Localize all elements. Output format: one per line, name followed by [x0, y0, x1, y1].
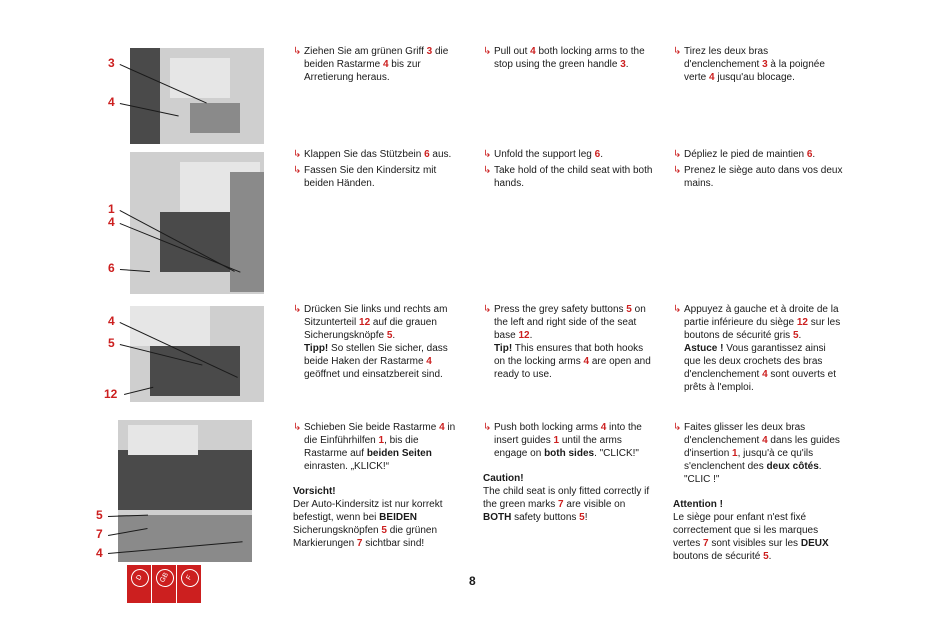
instruction-column-de [293, 421, 463, 550]
instruction-column-gb [483, 148, 653, 190]
language-circle: F [178, 566, 203, 591]
callout-ref: 5 [792, 330, 799, 341]
text-run: sichtbar sind! [362, 538, 425, 549]
instruction-step [293, 421, 463, 473]
caution-body [293, 498, 463, 550]
instruction-column-f [673, 303, 843, 394]
callout-number: 6 [108, 261, 115, 275]
callout-ref: 12 [518, 330, 530, 341]
caution-note [293, 485, 463, 550]
red-arrow-icon: ↳ [483, 422, 492, 433]
text-run: à la poignée verte [684, 59, 825, 83]
red-arrow-icon: ↳ [483, 304, 492, 315]
text-run: Unfold the support leg [494, 149, 595, 160]
text-run: , jusqu'à ce qu'ils s'enclenchent des [684, 448, 814, 472]
callout-ref: 12 [796, 317, 808, 328]
text-run: boutons de sécurité [673, 551, 764, 562]
flag-tab-f [177, 565, 201, 603]
callout-ref: 5 [579, 512, 585, 523]
text-run: are visible on [563, 499, 626, 510]
emphasis-text: BEIDEN [379, 512, 417, 523]
instruction-step [673, 421, 843, 486]
emphasis-text: Astuce ! [684, 343, 724, 354]
text-run: Der Auto-Kindersitz ist nur korrekt befestigt, wenn bei [293, 499, 443, 523]
callout-number: 4 [108, 95, 115, 109]
instruction-column-gb [483, 45, 653, 71]
text-run: in die Einführhilfen [304, 422, 456, 446]
instruction-column-de [293, 148, 463, 190]
emphasis-text: Tipp! [304, 343, 329, 354]
text-run: sur les boutons de sécurité gris [684, 317, 841, 341]
flag-tab-de [127, 565, 151, 603]
flag-tab-gb [152, 565, 176, 603]
red-arrow-icon: ↳ [293, 165, 302, 176]
callout-ref: 5 [626, 304, 632, 315]
callout-number: 4 [96, 546, 103, 560]
callout-ref: 4 [709, 72, 715, 83]
text-run: Tirez les deux bras d'enclenchement [684, 46, 769, 70]
text-run: Dépliez le pied de maintien [684, 149, 807, 160]
text-run: sont visibles sur les [708, 538, 801, 549]
emphasis-text: Tip! [494, 343, 513, 354]
text-run: . "CLICK!" [594, 448, 639, 459]
page-number: 8 [469, 574, 476, 588]
text-run: jusqu'au blocage. [714, 72, 795, 83]
red-arrow-icon: ↳ [673, 46, 682, 57]
callout-ref: 5 [763, 551, 769, 562]
red-arrow-icon: ↳ [483, 149, 492, 160]
text-run: . [600, 149, 603, 160]
emphasis-text: both sides [544, 448, 595, 459]
callout-number: 4 [108, 314, 115, 328]
callout-ref: 4 [600, 422, 607, 433]
text-run: Drücken Sie links und rechts am Sitzunterteil [304, 304, 448, 328]
callout-ref: 4 [426, 356, 432, 367]
text-run: bis zur Arretierung heraus. [304, 59, 421, 83]
red-arrow-icon: ↳ [673, 149, 682, 160]
callout-number: 5 [96, 508, 103, 522]
instruction-step [293, 303, 463, 381]
red-arrow-icon: ↳ [293, 422, 302, 433]
text-run: So stellen Sie sicher, dass beide Haken der Rastarme [304, 343, 448, 367]
text-run: . [798, 330, 802, 341]
text-run: Press the grey safety buttons [494, 304, 627, 315]
callout-ref: 7 [703, 538, 709, 549]
text-run: die beiden Rastarme [304, 46, 449, 70]
callout-ref: 3 [426, 46, 433, 57]
text-run: ! [584, 512, 588, 523]
callout-ref: 7 [558, 499, 564, 510]
text-run: die grünen Markierungen [293, 525, 438, 549]
red-arrow-icon: ↳ [483, 165, 492, 176]
illustration-step-1 [130, 48, 264, 144]
instruction-step [673, 303, 843, 394]
caution-note [673, 498, 843, 563]
illustration-step-4 [118, 420, 252, 562]
text-run: sont ouverts et prêts à l'emploi. [684, 369, 837, 393]
callout-ref: 1 [732, 448, 738, 459]
text-run: Vous garantissez ainsi que les deux crochets des bras d'enclenchement [684, 343, 826, 380]
instruction-step [673, 164, 843, 190]
red-arrow-icon: ↳ [673, 304, 682, 315]
text-run: geöffnet und einsatzbereit sind. [304, 369, 443, 380]
text-run: This ensures that both hooks on the locking arms [494, 343, 644, 367]
text-run: The child seat is only fitted correctly if the green marks [483, 486, 650, 510]
caution-body [673, 511, 843, 563]
instruction-column-de [293, 303, 463, 381]
callout-ref: 4 [530, 46, 536, 57]
text-run: Klappen Sie das Stützbein [304, 149, 425, 160]
instruction-step [293, 148, 463, 161]
instruction-step [483, 148, 653, 161]
callout-ref: 4 [382, 59, 389, 70]
emphasis-text: beiden Seiten [366, 448, 432, 459]
instruction-column-de [293, 45, 463, 84]
instruction-step [673, 148, 843, 161]
red-arrow-icon: ↳ [673, 165, 682, 176]
callout-ref: 7 [356, 538, 363, 549]
text-run: auf die grauen Sicherungsknöpfe [304, 317, 437, 341]
text-run: dans les guides d'insertion [684, 435, 840, 459]
callout-number: 3 [108, 56, 115, 70]
red-arrow-icon: ↳ [293, 149, 302, 160]
red-arrow-icon: ↳ [483, 46, 492, 57]
text-run: . [392, 330, 396, 341]
text-run: until the arms engage on [494, 435, 622, 459]
text-run: Prenez le siège auto dans vos deux mains. [684, 165, 843, 189]
caution-title: Attention ! [673, 499, 723, 510]
callout-number: 7 [96, 527, 103, 541]
text-run: Schieben Sie beide Rastarme [304, 422, 440, 433]
red-arrow-icon: ↳ [293, 46, 302, 57]
text-run: aus. [429, 149, 452, 160]
text-run: . [768, 551, 772, 562]
instruction-column-f [673, 45, 843, 84]
illustration-step-2 [130, 152, 264, 294]
callout-ref: 5 [381, 525, 387, 536]
instruction-column-gb [483, 421, 653, 524]
callout-ref: 6 [424, 149, 430, 160]
emphasis-text: BOTH [483, 512, 512, 523]
instruction-step [293, 45, 463, 84]
text-run: , bis die Rastarme auf [304, 435, 419, 459]
instruction-column-gb [483, 303, 653, 381]
instruction-step [673, 45, 843, 84]
text-run: both locking arms to the stop using the green handle [494, 46, 645, 70]
instruction-step [483, 45, 653, 71]
text-run: on the left and right side of the seat base [494, 304, 646, 341]
text-run: einrasten. „KLICK!“ [304, 461, 390, 472]
language-circle: GB [153, 566, 178, 591]
emphasis-text: DEUX [800, 538, 829, 549]
text-run: Appuyez à gauche et à droite de la partie inférieure du siège [684, 304, 839, 328]
text-run: into the insert guides [494, 422, 642, 446]
callout-ref: 5 [386, 330, 393, 341]
callout-ref: 1 [378, 435, 385, 446]
text-run: Sicherungsknöpfen [293, 525, 382, 536]
text-run: Take hold of the child seat with both hands. [494, 165, 653, 189]
callout-ref: 6 [806, 149, 813, 160]
instruction-step [483, 303, 653, 381]
caution-note [483, 472, 653, 524]
language-circle: D [128, 566, 153, 591]
text-run: Fassen Sie den Kindersitz mit beiden Händen. [304, 165, 437, 189]
instruction-step [293, 164, 463, 190]
text-run: . "CLIC !" [684, 461, 822, 485]
callout-ref: 6 [594, 149, 601, 160]
callout-ref: 3 [762, 59, 768, 70]
callout-ref: 12 [359, 317, 371, 328]
callout-number: 12 [104, 387, 118, 401]
text-run: safety buttons [511, 512, 580, 523]
callout-ref: 4 [762, 435, 768, 446]
callout-ref: 1 [553, 435, 560, 446]
caution-body [483, 485, 653, 524]
caution-title: Vorsicht! [293, 486, 336, 497]
instruction-column-f [673, 148, 843, 190]
text-run: Push both locking arms [494, 422, 601, 433]
text-run: . [625, 59, 629, 70]
text-run: Pull out [494, 46, 531, 57]
caution-title: Caution! [483, 473, 524, 484]
callout-ref: 4 [583, 356, 590, 367]
red-arrow-icon: ↳ [293, 304, 302, 315]
callout-number: 1 [108, 202, 115, 216]
callout-ref: 4 [439, 422, 445, 433]
callout-number: 5 [108, 336, 115, 350]
callout-number: 4 [108, 215, 115, 229]
text-run: Le siège pour enfant n'est fixé correctement que si les marques vertes [673, 512, 819, 549]
text-run: . [812, 149, 816, 160]
text-run: Ziehen Sie am grünen Griff [304, 46, 427, 57]
callout-ref: 4 [762, 369, 768, 380]
red-arrow-icon: ↳ [673, 422, 682, 433]
callout-ref: 3 [620, 59, 626, 70]
instruction-column-f [673, 421, 843, 563]
instruction-step [483, 421, 653, 460]
instruction-step [483, 164, 653, 190]
text-run: are open and ready to use. [494, 356, 651, 380]
text-run: . [529, 330, 533, 341]
text-run: Faites glisser les deux bras d'enclenchement [684, 422, 806, 446]
emphasis-text: deux côtés [766, 461, 819, 472]
